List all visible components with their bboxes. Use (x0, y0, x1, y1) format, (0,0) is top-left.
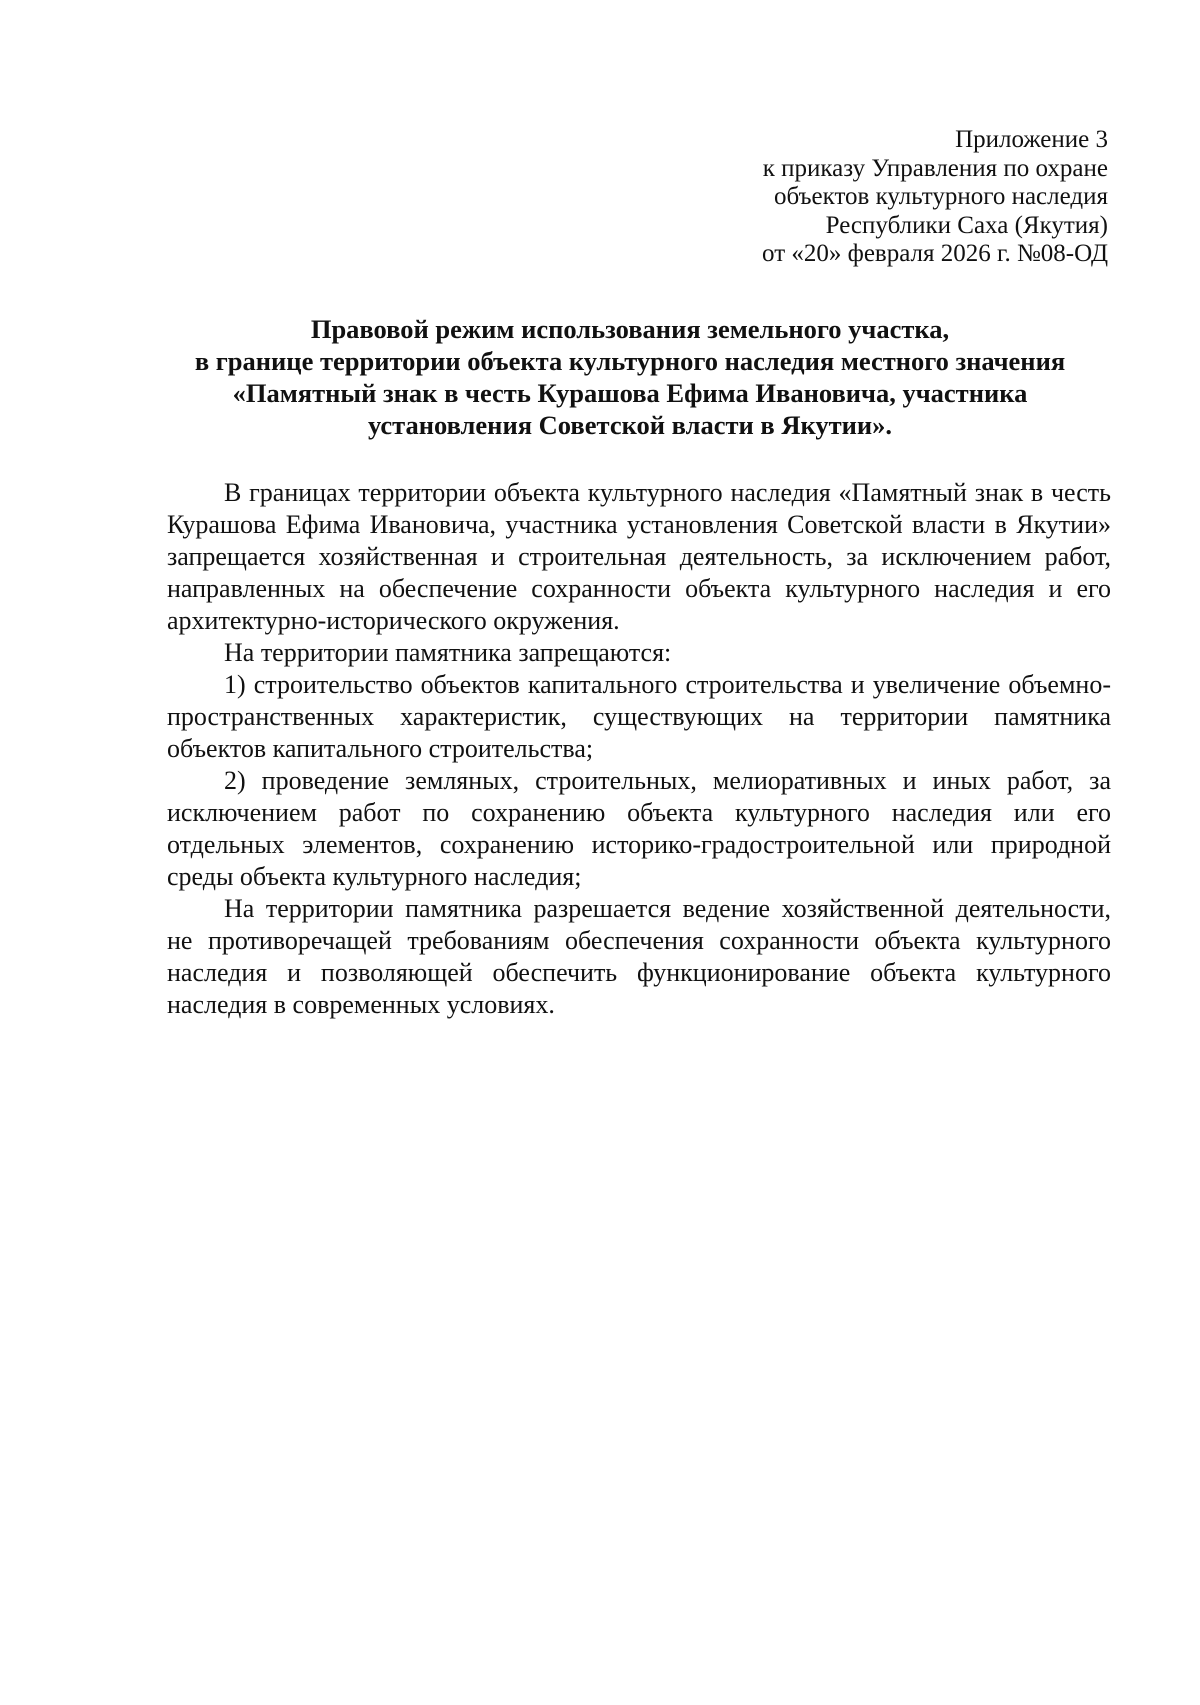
document-title (150, 313, 1110, 441)
body-paragraph-item-2: 2) проведение земляных, строительных, мелиоративных и иных работ, за исключением работ по сохранению объекта культурного наследия или его отдельных элементов, сохранению историко-градостроительной или природной среды объекта культурного наследия; (167, 766, 1111, 891)
body-paragraph-permitted: На территории памятника разрешается ведение хозяйственной деятельности, не противоречащей требованиям обеспечения сохранности объекта культурного наследия и позволяющей обеспечить функционирование объекта культурного наследия в современных условиях. (167, 894, 1111, 1019)
body-paragraph-item-1: 1) строительство объектов капитального строительства и увеличение объемно-пространственных характеристик, существующих на территории памятника объектов капитального строительства; (167, 670, 1111, 763)
body-paragraph-prohibitions-heading: На территории памятника запрещаются: (224, 638, 672, 667)
title-line: установления Советской власти в Якутии». (367, 410, 893, 440)
appendix-line-republic: Республики Саха (Якутия) (825, 211, 1108, 239)
body-paragraph-intro: В границах территории объекта культурного наследия «Памятный знак в честь Курашова Ефима Ивановича, участника установления Советской власти в Якутии» запрещается хозяйственная и строительная деятельность, за исключением работ, направленных на обеспечение сохранности объекта культурного наследия и его архитектурно-исторического окружения. (167, 478, 1111, 635)
appendix-line-number: Приложение 3 (955, 126, 1108, 153)
appendix-line-order: к приказу Управления по охране (762, 154, 1108, 182)
title-line: Правовой режим использования земельного участка, (310, 314, 950, 344)
title-line: «Памятный знак в честь Курашова Ефима Ивановича, участника (232, 378, 1028, 408)
appendix-line-date: от «20» февраля 2026 г. №08-ОД (762, 240, 1108, 267)
document-body (167, 477, 1111, 1021)
appendix-line-objects: объектов культурного наследия (774, 183, 1108, 210)
title-line: в границе территории объекта культурного наследия местного значения (194, 346, 1066, 376)
appendix-header (548, 126, 1108, 269)
